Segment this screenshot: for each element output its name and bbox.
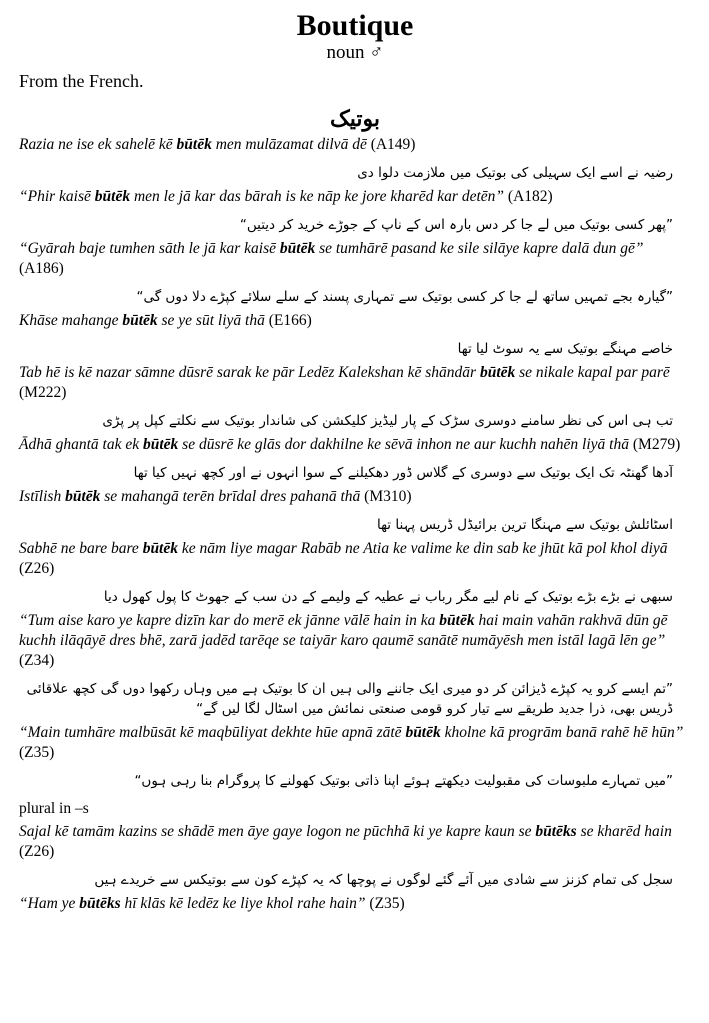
example-romanized xyxy=(19,894,691,914)
example-term: būtēk xyxy=(142,436,179,453)
example-romanized xyxy=(19,311,691,331)
example-text: men mulāzamat dilvā dē xyxy=(211,136,371,153)
example-text: Tab hē is kē nazar sāmne dūsrē sarak ke pār Ledēz Kalekshan kē shāndār xyxy=(19,364,480,381)
example-romanized xyxy=(19,239,691,279)
headword: Boutique xyxy=(296,9,414,42)
example-text: se tumhārē pasand ke sile silāye kapre dalā dun gē” xyxy=(315,240,644,257)
example-urdu: رضیہ نے اسے ایک سہیلی کی بوتیک میں ملازمت دلوا دی xyxy=(357,165,673,181)
example-text: Sabhē ne bare bare xyxy=(19,540,143,557)
example-source: (Z35) xyxy=(19,744,55,761)
example-urdu: ”گیارہ بجے تمہیں ساتھ لے جا کر کسی بوتیک سے تمہاری پسند کے سلے سلائے کپڑے دلا دوں گی“ xyxy=(136,289,673,305)
part-of-speech: noun ♂ xyxy=(326,42,384,63)
example-urdu: ”پھر کسی بوتیک میں لے جا کر دس بارہ اس کے ناپ کے جوڑے خرید کر دیتیں“ xyxy=(239,217,673,233)
example-romanized xyxy=(19,363,691,403)
example-romanized xyxy=(19,539,691,579)
example-text: Razia ne ise ek sahelē kē xyxy=(19,136,177,153)
example-term: būtēk xyxy=(479,364,516,381)
example-text: se ye sūt liyā thā xyxy=(157,312,269,329)
example-source: (A149) xyxy=(370,136,416,153)
example-romanized xyxy=(19,611,691,671)
example-text: Ādhā ghantā tak ek xyxy=(19,436,143,453)
example-term: būtēk xyxy=(122,312,158,329)
example-source: (E166) xyxy=(268,312,312,329)
example-romanized xyxy=(19,487,691,507)
example-romanized xyxy=(19,822,691,862)
example-source: (M279) xyxy=(632,436,681,453)
example-text: “Gyārah baje tumhen sāth le jā kar kaisē xyxy=(19,240,280,257)
example-text: “Phir kaisē xyxy=(19,188,95,205)
example-text: hai main vahān rakhvā dūn gē kuchh ilāqāyē dres bhē, zarā jadēd tarēqe se taiyār karo qaumē sanātē numāyēsh men istāl lagā lēn ge” xyxy=(19,612,668,649)
example-romanized xyxy=(19,135,691,155)
example-urdu: سبھی نے بڑے بڑے بوتیک کے نام لیے مگر رباب نے عطیہ کے ولیمے کے دن سب کے جھوٹ کا پول کھول دیا xyxy=(103,589,673,605)
example-text: Khāse mahange xyxy=(19,312,123,329)
example-urdu: ”میں تمہارے ملبوسات کی مقبولیت دیکھتے ہوئے اپنا ذاتی بوتیک کھولنے کا پروگرام بنا رہی ہوں“ xyxy=(134,773,673,789)
plural-examples-list xyxy=(19,822,691,914)
example-term: būtēk xyxy=(65,488,101,505)
example-term: būtēk xyxy=(439,612,475,629)
example-text: men le jā kar das bārah is ke nāp ke jore kharēd kar detēn” xyxy=(130,188,508,205)
dictionary-entry xyxy=(19,6,691,914)
example-urdu: سجل کی تمام کزنز سے شادی میں آئے گئے لوگوں نے پوچھا کہ یہ کپڑے کون سے بوتیکس سے خریدے ہیں xyxy=(94,872,673,888)
example-text: hī klās kē ledēz ke liye khol rahe hain” xyxy=(120,895,370,912)
examples-list xyxy=(19,135,691,791)
example-source: (Z35) xyxy=(369,895,405,912)
example-text: se kharēd hain xyxy=(576,823,672,840)
example-source: (Z26) xyxy=(19,843,55,860)
example-text: ke nām liye magar Rabāb ne Atia ke valime ke din sab ke jhūt kā pol khol diyā xyxy=(178,540,668,557)
plural-label: plural in –s xyxy=(19,800,89,817)
example-source: (Z34) xyxy=(19,652,55,669)
example-urdu: اسٹائلش بوتیک سے مہنگا ترین برائیڈل ڈریس پہنا تھا xyxy=(376,517,673,533)
example-urdu: خاصے مہنگے بوتیک سے یہ سوٹ لیا تھا xyxy=(457,341,673,357)
example-term: būtēks xyxy=(535,823,577,840)
urdu-headword: بوتیک xyxy=(330,106,380,131)
example-term: būtēk xyxy=(279,240,316,257)
example-source: (A182) xyxy=(507,188,553,205)
example-urdu: ”تم ایسے کرو یہ کپڑے ڈیزائن کر دو میری ایک جاننے والی ہیں ان کا بوتیک ہے میں وہاں رکھوا دوں گی کچھ علاقائی ڈریس بھی، ذرا جدید طریقے سے تیار کرو قومی صنعتی نمائش میں اسٹال لگا لیں گے“ xyxy=(26,681,673,717)
example-text: kholne kā progrām banā rahē hē hūn” xyxy=(440,724,684,741)
example-text: se mahangā terēn brīdal dres pahanā thā xyxy=(100,488,365,505)
example-source: (A186) xyxy=(19,260,64,277)
example-text: se nikale kapal par parē xyxy=(515,364,670,381)
example-term: būtēk xyxy=(142,540,178,557)
example-urdu: تب ہی اس کی نظر سامنے دوسری سڑک کے پار لیڈیز کلیکشن کی شاندار بوتیک سے نکلتے کپل پر پڑی xyxy=(102,413,673,429)
example-romanized xyxy=(19,435,691,455)
example-term: būtēks xyxy=(79,895,121,912)
example-source: (M310) xyxy=(364,488,412,505)
example-text: “Main tumhāre malbūsāt kē maqbūliyat dekhte hūe apnā zātē xyxy=(19,724,406,741)
example-romanized xyxy=(19,187,691,207)
example-text: “Ham ye xyxy=(19,895,80,912)
example-text: “Tum aise karo ye kapre dizīn kar do merē ek jānne vālē hain in ka xyxy=(19,612,440,629)
example-text: Sajal kē tamām kazins se shādē men āye gaye logon ne pūchhā ki ye kapre kaun se xyxy=(19,823,536,840)
example-romanized xyxy=(19,723,691,763)
example-text: Istīlish xyxy=(19,488,66,505)
etymology: From the French. xyxy=(19,71,144,91)
example-term: būtēk xyxy=(405,724,441,741)
example-urdu: آدھا گھنٹہ تک ایک بوتیک سے دوسری کے گلاس ڈور دھکیلنے کے سوا انہوں نے اور کچھ نہیں کیا تھا xyxy=(133,465,673,481)
example-source: (Z26) xyxy=(19,560,55,577)
example-term: būtēk xyxy=(176,136,212,153)
example-term: būtēk xyxy=(94,188,131,205)
example-source: (M222) xyxy=(19,384,67,401)
example-text: se dūsrē ke glās dor dakhilne ke sēvā inhon ne aur kuchh nahēn liyā thā xyxy=(178,436,633,453)
